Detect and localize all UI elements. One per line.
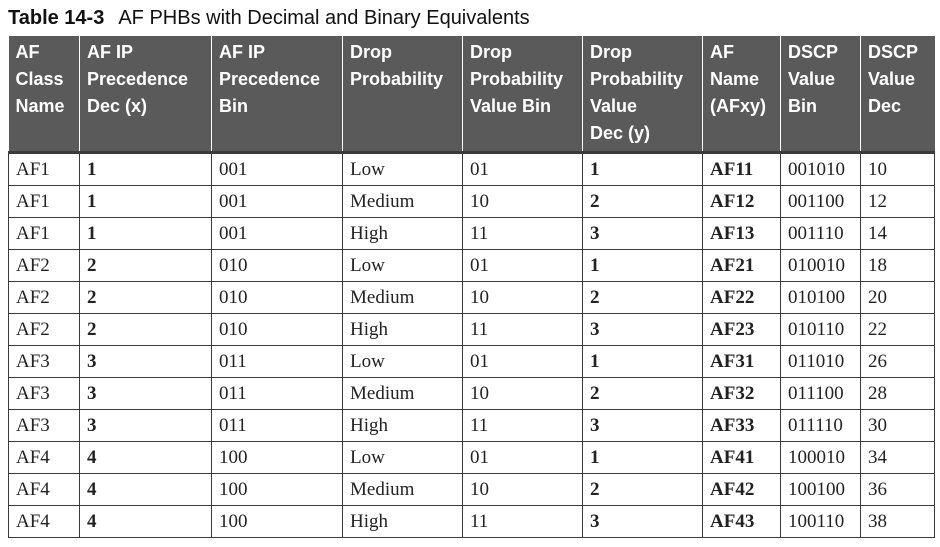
column-header-line: Dec (x) [87,96,148,116]
column-header-line: AF [15,42,40,62]
table-cell: 100010 [781,442,861,474]
table-cell: 10 [463,282,583,314]
column-header-line: Value [788,69,836,89]
table-cell: Medium [343,282,463,314]
table-cell: AF23 [703,314,781,346]
table-cell: Medium [343,474,463,506]
column-header-line: Probability [350,69,444,89]
column-header-line: Dec (y) [590,123,651,143]
table-cell: AF1 [9,186,80,218]
table-cell: AF1 [9,218,80,250]
table-cell: AF3 [9,410,80,442]
table-cell: 010010 [781,250,861,282]
table-cell: 1 [80,153,212,186]
column-header [80,36,212,153]
table-cell: 2 [80,250,212,282]
table-cell: 001100 [781,186,861,218]
table-row [9,186,935,218]
table-cell: 011010 [781,346,861,378]
column-header [343,36,463,153]
column-header-line: DSCP [788,42,839,62]
column-header [212,36,343,153]
table-cell: AF2 [9,282,80,314]
table-cell: AF43 [703,506,781,538]
table-cell: 001010 [781,153,861,186]
table-cell: 2 [583,282,703,314]
table-cell: High [343,410,463,442]
table-cell: 18 [861,250,935,282]
table-cell: 2 [583,186,703,218]
table-cell: 011110 [781,410,861,442]
table-cell: 10 [861,153,935,186]
table-cell: 11 [463,506,583,538]
column-header-line: Dec [868,96,902,116]
table-cell: 100 [212,474,343,506]
table-cell: 3 [583,410,703,442]
column-header-line: Bin [788,96,817,116]
table-cell: 100100 [781,474,861,506]
table-number: Table 14-3 [8,7,105,29]
table-cell: 100110 [781,506,861,538]
column-header-line: Value [868,69,916,89]
table-cell: 10 [463,378,583,410]
table-cell: Low [343,250,463,282]
table-cell: AF4 [9,442,80,474]
table-cell: 001 [212,218,343,250]
table-cell: 3 [80,410,212,442]
table-cell: 1 [80,186,212,218]
table-cell: 2 [583,378,703,410]
table-cell: 2 [583,474,703,506]
column-header-line: Drop [470,42,512,62]
table-row [9,442,935,474]
column-header-line: DSCP [868,42,919,62]
table-cell: AF2 [9,250,80,282]
table-cell: AF33 [703,410,781,442]
table-cell: 4 [80,474,212,506]
table-row [9,314,935,346]
column-header-line: Precedence [219,69,321,89]
table-cell: AF13 [703,218,781,250]
table-cell: 28 [861,378,935,410]
table-cell: 010110 [781,314,861,346]
table-cell: Low [343,346,463,378]
table-cell: 3 [80,378,212,410]
table-cell: 100 [212,506,343,538]
table-cell: 1 [583,442,703,474]
table-cell: 3 [583,218,703,250]
table-cell: 10 [463,474,583,506]
column-header-line: (AFxy) [710,96,767,116]
column-header-line: AF IP [87,42,134,62]
table-cell: High [343,506,463,538]
table-cell: AF11 [703,153,781,186]
table-cell: 01 [463,442,583,474]
table-row [9,346,935,378]
column-header-line: Name [710,69,760,89]
table-cell: Medium [343,186,463,218]
table-cell: 12 [861,186,935,218]
table-cell: Medium [343,378,463,410]
header-row [9,36,935,153]
table-cell: 3 [583,506,703,538]
table-cell: 11 [463,218,583,250]
table-cell: 11 [463,410,583,442]
table-cell: 3 [80,346,212,378]
table-caption [8,5,530,31]
table-row [9,153,935,186]
table-cell: 4 [80,506,212,538]
column-header [9,36,80,153]
column-header-line: Probability [470,69,564,89]
table-cell: AF12 [703,186,781,218]
table-cell: 010100 [781,282,861,314]
table-row [9,410,935,442]
table-cell: High [343,314,463,346]
table-cell: 011 [212,346,343,378]
column-header [781,36,861,153]
table-row [9,250,935,282]
table-cell: AF3 [9,378,80,410]
column-header-line: Drop [590,42,632,62]
table-cell: AF42 [703,474,781,506]
table-cell: 10 [463,186,583,218]
table-cell: 011100 [781,378,861,410]
table-cell: 4 [80,442,212,474]
table-row [9,474,935,506]
table-cell: High [343,218,463,250]
table-cell: 30 [861,410,935,442]
table-cell: 20 [861,282,935,314]
table-cell: 11 [463,314,583,346]
column-header-line: Class [15,69,64,89]
table-cell: 100 [212,442,343,474]
table-cell: 01 [463,250,583,282]
table-cell: AF31 [703,346,781,378]
column-header-line: Name [15,96,65,116]
table-cell: 011 [212,378,343,410]
table-cell: AF3 [9,346,80,378]
table-cell: Low [343,442,463,474]
table-row [9,218,935,250]
column-header [703,36,781,153]
column-header-line: Drop [350,42,392,62]
table-cell: 2 [80,314,212,346]
table-row [9,506,935,538]
column-header-line: Value [590,96,638,116]
table-cell: AF2 [9,314,80,346]
table-cell: 38 [861,506,935,538]
column-header-line: AF IP [219,42,266,62]
column-header [861,36,935,153]
table-row [9,378,935,410]
column-header [463,36,583,153]
table-cell: 1 [583,153,703,186]
table-cell: 22 [861,314,935,346]
table-cell: AF4 [9,474,80,506]
table-cell: AF4 [9,506,80,538]
column-header-line: Value Bin [470,96,552,116]
column-header-line: Bin [219,96,248,116]
table-cell: 14 [861,218,935,250]
table-cell: Low [343,153,463,186]
table-cell: 010 [212,250,343,282]
af-phb-table [8,36,935,538]
table-cell: 001110 [781,218,861,250]
table-cell: 2 [80,282,212,314]
table-cell: 34 [861,442,935,474]
table-cell: AF21 [703,250,781,282]
table-cell: 26 [861,346,935,378]
table-cell: 001 [212,186,343,218]
table-cell: 010 [212,314,343,346]
table-cell: 1 [583,346,703,378]
column-header-line: Precedence [87,69,189,89]
table-row [9,282,935,314]
column-header [583,36,703,153]
table-cell: 1 [80,218,212,250]
table-cell: AF32 [703,378,781,410]
column-header-line: Probability [590,69,684,89]
table-header [9,36,935,153]
table-cell: 010 [212,282,343,314]
table-cell: 01 [463,346,583,378]
table-cell: 01 [463,153,583,186]
table-title: AF PHBs with Decimal and Binary Equivalents [118,7,530,29]
column-header-line: AF [710,42,734,62]
table-cell: AF41 [703,442,781,474]
table-cell: 3 [583,314,703,346]
table-body [9,153,935,538]
table-cell: 1 [583,250,703,282]
table-cell: 011 [212,410,343,442]
table-cell: 001 [212,153,343,186]
table-cell: AF22 [703,282,781,314]
table-cell: AF1 [9,153,80,186]
table-cell: 36 [861,474,935,506]
